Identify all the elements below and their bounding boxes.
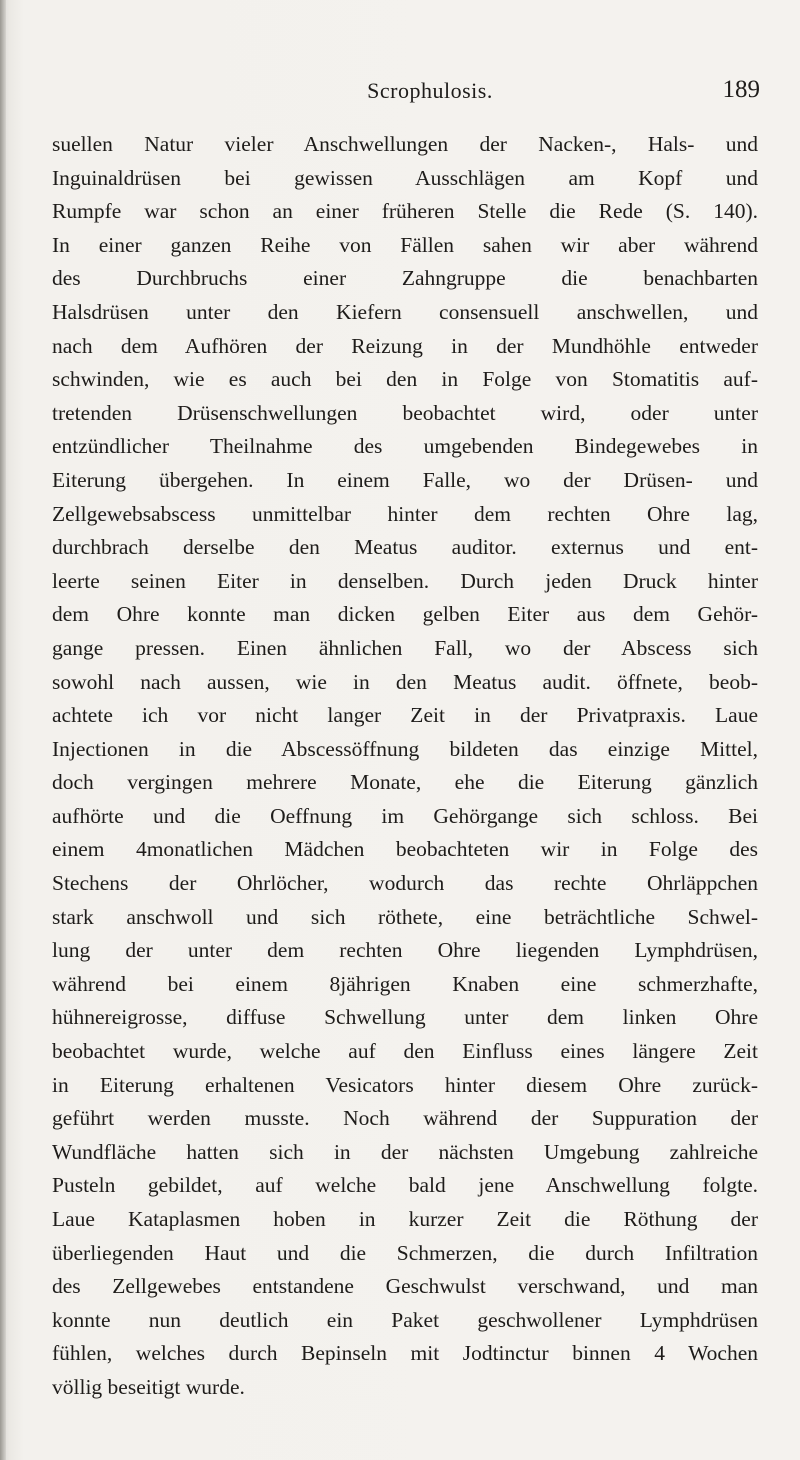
page-number: 189: [722, 76, 760, 103]
text-line: Eiterung übergehen. In einem Falle, wo der Drüsen- und: [52, 467, 758, 492]
text-line: suellen Natur vieler Anschwellungen der Nacken-, Hals- und: [52, 132, 758, 156]
text-line: Laue Kataplasmen hoben in kurzer Zeit die Röthung der: [52, 1207, 758, 1231]
text-line: dem Ohre konnte man dicken gelben Eiter aus dem Gehör-: [52, 602, 758, 627]
text-line: fühlen, welches durch Bepinseln mit Jodtinctur binnen 4 Wochen: [52, 1341, 758, 1366]
text-line: Zellgewebsabscess unmittelbar hinter dem rechten Ohre lag,: [52, 501, 758, 526]
text-line: in Eiterung erhaltenen Vesicators hinter diesem Ohre zurück-: [52, 1072, 758, 1097]
text-line: durchbrach derselbe den Meatus auditor. externus und ent-: [52, 535, 758, 560]
text-line: einem 4monatlichen Mädchen beobachteten wir in Folge des: [52, 837, 758, 862]
text-line: beobachtet wurde, welche auf den Einfluss eines längere Zeit: [52, 1039, 758, 1064]
text-line: während bei einem 8jährigen Knaben eine schmerzhafte,: [52, 971, 758, 996]
text-line: leerte seinen Eiter in denselben. Durch jeden Druck hinter: [52, 568, 758, 593]
text-line: geführt werden musste. Noch während der Suppuration der: [52, 1106, 758, 1131]
text-line: Wundfläche hatten sich in der nächsten Umgebung zahlreiche: [52, 1139, 758, 1164]
binding-gutter-shadow: [0, 0, 6, 1460]
body-paragraph: [52, 128, 758, 1405]
text-line: doch vergingen mehrere Monate, ehe die Eiterung gänzlich: [52, 770, 758, 795]
text-line: In einer ganzen Reihe von Fällen sahen wir aber während: [52, 232, 758, 257]
text-line: überliegenden Haut und die Schmerzen, die durch Infiltration: [52, 1240, 758, 1265]
text-line: konnte nun deutlich ein Paket geschwollener Lymphdrüsen: [52, 1307, 758, 1332]
text-line: lung der unter dem rechten Ohre liegenden Lymphdrüsen,: [52, 938, 758, 963]
text-line: Halsdrüsen unter den Kiefern consensuell anschwellen, und: [52, 299, 758, 324]
text-line: achtete ich vor nicht langer Zeit in der Privatpraxis. Laue: [52, 703, 758, 728]
text-line: Inguinaldrüsen bei gewissen Ausschlägen am Kopf und: [52, 165, 758, 190]
text-line: gange pressen. Einen ähnlichen Fall, wo der Abscess sich: [52, 635, 758, 660]
text-line: entzündlicher Theilnahme des umgebenden Bindegewebes in: [52, 434, 758, 459]
text-line: des Durchbruchs einer Zahngruppe die benachbarten: [52, 266, 758, 291]
running-head: [60, 78, 760, 112]
text-line: hühnereigrosse, diffuse Schwellung unter dem linken Ohre: [52, 1005, 758, 1030]
text-line: Rumpfe war schon an einer früheren Stelle die Rede (S. 140).: [52, 199, 758, 224]
text-line: tretenden Drüsenschwellungen beobachtet wird, oder unter: [52, 400, 758, 425]
text-line: des Zellgewebes entstandene Geschwulst verschwand, und man: [52, 1274, 758, 1299]
text-line: schwinden, wie es auch bei den in Folge von Stomatitis auf-: [52, 367, 758, 392]
text-line: aufhörte und die Oeffnung im Gehörgange sich schloss. Bei: [52, 803, 758, 828]
text-line-last: völlig beseitigt wurde.: [52, 1374, 245, 1399]
text-line: Injectionen in die Abscessöffnung bildeten das einzige Mittel,: [52, 736, 758, 761]
text-line: stark anschwoll und sich röthete, eine beträchtliche Schwel-: [52, 904, 758, 929]
text-line: nach dem Aufhören der Reizung in der Mundhöhle entweder: [52, 333, 758, 358]
text-line: sowohl nach aussen, wie in den Meatus audit. öffnete, beob-: [52, 669, 758, 694]
text-line: Pusteln gebildet, auf welche bald jene Anschwellung folgte.: [52, 1173, 758, 1198]
text-line: Stechens der Ohrlöcher, wodurch das rechte Ohrläppchen: [52, 871, 758, 896]
running-title: Scrophulosis.: [367, 78, 493, 103]
